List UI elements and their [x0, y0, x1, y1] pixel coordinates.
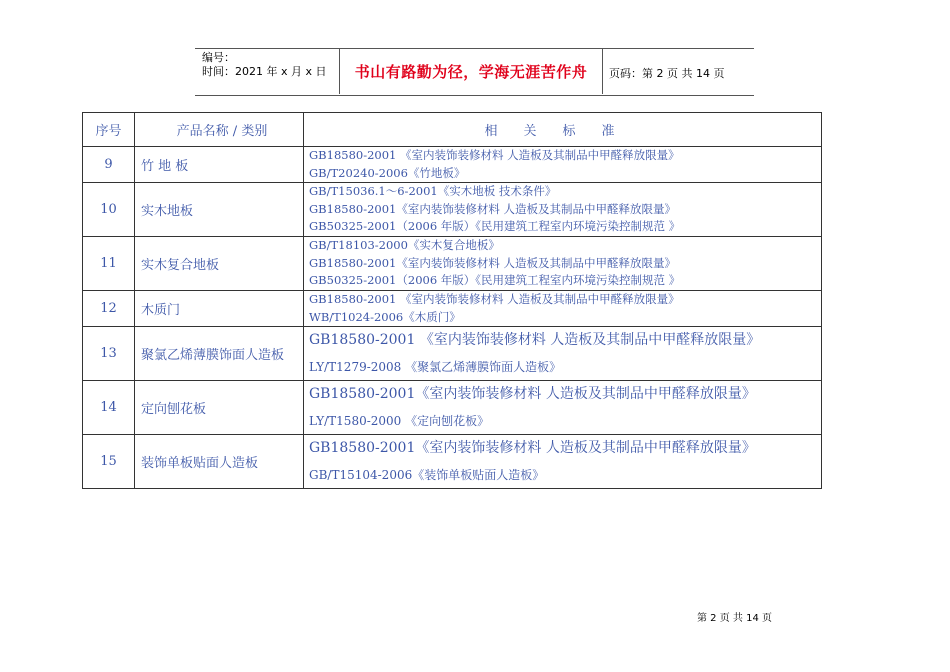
page-footer: 第 2 页 共 14 页: [697, 613, 772, 624]
standard-line: GB/T18103-2000《实木复合地板》: [309, 238, 500, 253]
row-product-name: 装饰单板贴面人造板: [135, 435, 304, 489]
row-no: 11: [83, 237, 135, 291]
row-standards: [304, 381, 822, 435]
row-standards: [304, 183, 822, 237]
row-product-name: 实木复合地板: [135, 237, 304, 291]
table-row: [83, 237, 822, 291]
standard-line: GB50325-2001（2006 年版）《民用建筑工程室内环境污染控制规范 》: [309, 219, 681, 234]
standard-line: GB/T15104-2006《装饰单板贴面人造板》: [309, 468, 545, 482]
row-product-name: 实木地板: [135, 183, 304, 237]
row-product-name: 木质门: [135, 291, 304, 327]
row-no: 13: [83, 327, 135, 381]
standard-line: GB18580-2001《室内装饰装修材料 人造板及其制品中甲醛释放限量》: [309, 201, 677, 216]
standard-line: WB/T1024-2006《木质门》: [309, 309, 461, 324]
row-product-name: 聚氯乙烯薄膜饰面人造板: [135, 327, 304, 381]
table-row: [83, 381, 822, 435]
standard-line: GB18580-2001 《室内装饰装修材料 人造板及其制品中甲醛释放限量》: [309, 292, 680, 306]
number-label: 编号：: [202, 51, 235, 64]
row-standards: [304, 147, 822, 183]
row-product-name: 定向刨花板: [135, 381, 304, 435]
row-no: 10: [83, 183, 135, 237]
table-row: [83, 183, 822, 237]
header-no: 序号: [83, 113, 135, 147]
header-product-name: 产品名称 / 类别: [135, 113, 304, 147]
row-standards: [304, 237, 822, 291]
row-standards: [304, 327, 822, 381]
motto-text: 书山有路勤为径，学海无涯苦作舟: [354, 62, 588, 81]
table-header-row: [83, 113, 822, 147]
standard-line: LY/T1279-2008 《聚氯乙烯薄膜饰面人造板》: [309, 360, 562, 374]
header-standards: 相关标准: [304, 113, 822, 147]
standard-line: GB50325-2001（2006 年版）《民用建筑工程室内环境污染控制规范 》: [309, 273, 681, 288]
table-row: [83, 147, 822, 183]
standard-line: GB/T15036.1～6-2001《实木地板 技术条件》: [309, 184, 557, 199]
header-meta: [202, 51, 327, 79]
table-row: [83, 291, 822, 327]
table-row: [83, 435, 822, 489]
header-bottom-rule: [195, 95, 754, 96]
standards-table: [82, 112, 822, 489]
row-no: 15: [83, 435, 135, 489]
standard-line: LY/T1580-2000 《定向刨花板》: [309, 414, 490, 428]
row-no: 12: [83, 291, 135, 327]
row-no: 9: [83, 147, 135, 183]
row-standards: [304, 435, 822, 489]
table-row: [83, 327, 822, 381]
standard-line: GB/T20240-2006《竹地板》: [309, 165, 466, 180]
row-product-name: 竹 地 板: [135, 147, 304, 183]
standard-line: GB18580-2001《室内装饰装修材料 人造板及其制品中甲醛释放限量》: [309, 440, 756, 456]
motto-box: [339, 48, 603, 94]
page-label: 页码：第 2 页 共 14 页: [609, 67, 725, 80]
time-label: 时间：2021 年 x 月 x 日: [202, 65, 327, 78]
standard-line: GB18580-2001 《室内装饰装修材料 人造板及其制品中甲醛释放限量》: [309, 148, 680, 162]
row-no: 14: [83, 381, 135, 435]
row-standards: [304, 291, 822, 327]
standard-line: GB18580-2001 《室内装饰装修材料 人造板及其制品中甲醛释放限量》: [309, 332, 761, 348]
standard-line: GB18580-2001《室内装饰装修材料 人造板及其制品中甲醛释放限量》: [309, 255, 677, 270]
standard-line: GB18580-2001《室内装饰装修材料 人造板及其制品中甲醛释放限量》: [309, 386, 756, 402]
